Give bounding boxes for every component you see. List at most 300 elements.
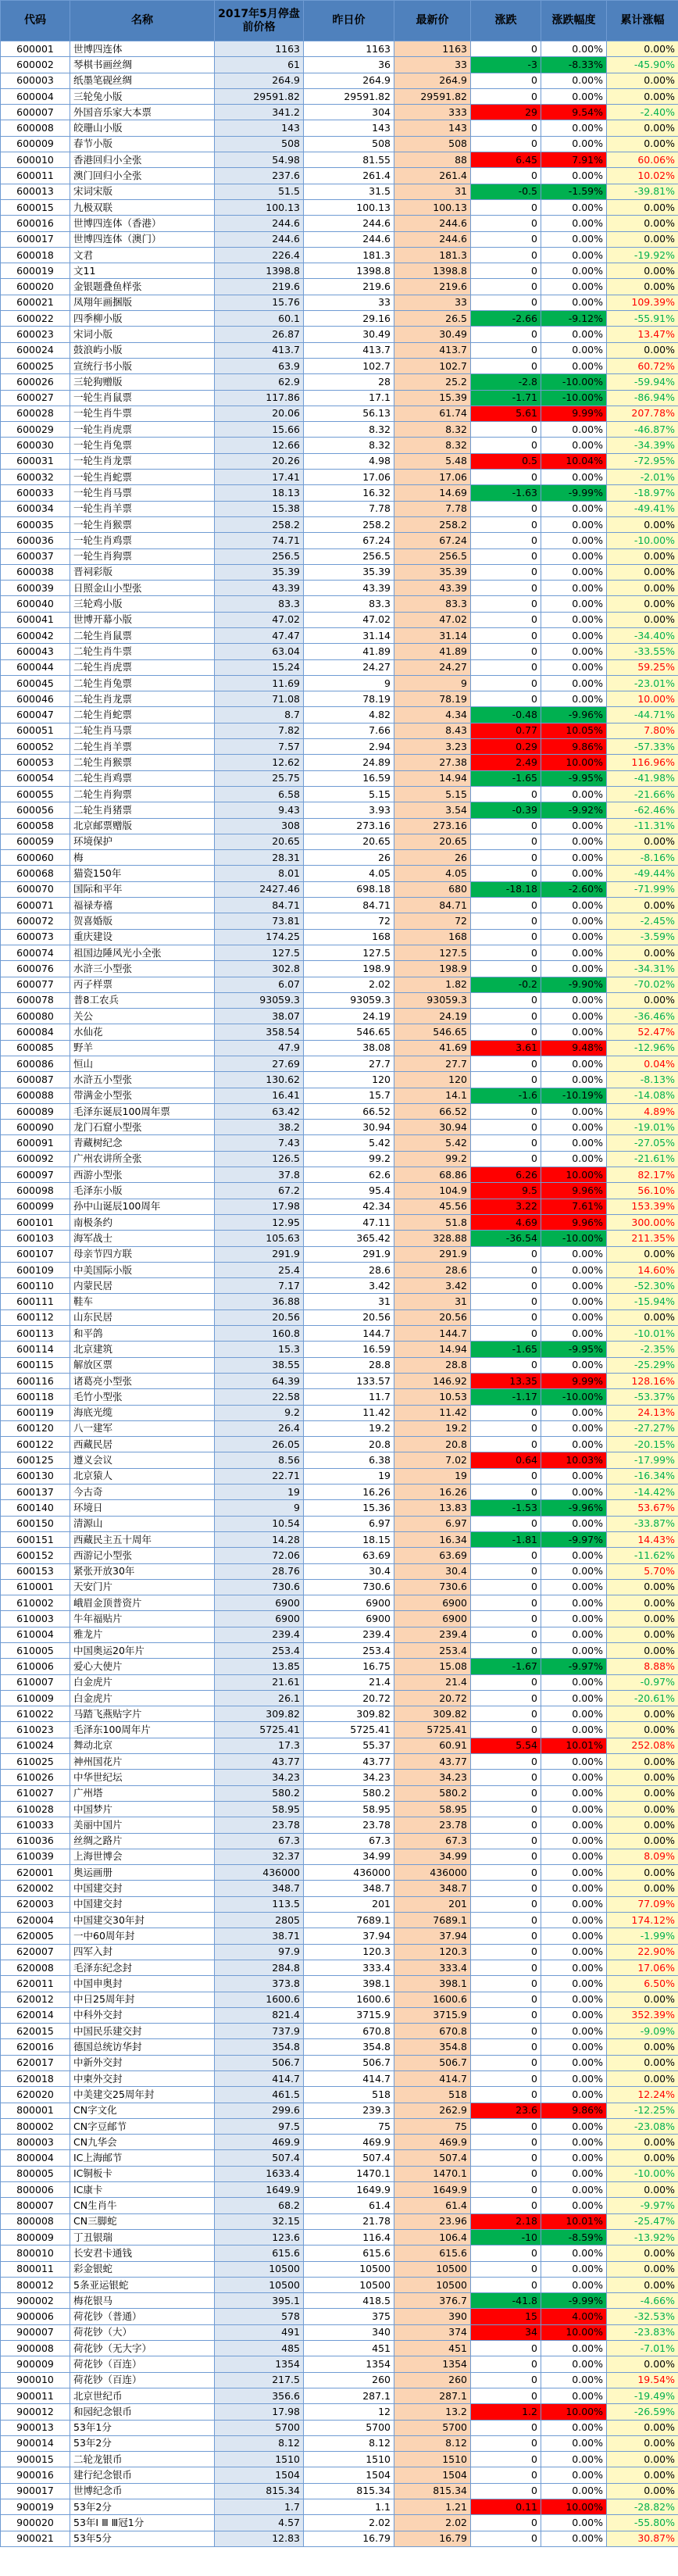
cell-prev: 698.18 xyxy=(304,881,394,897)
cell-pct: 0.00% xyxy=(541,358,607,373)
cell-cum: 0.00% xyxy=(607,581,678,596)
cell-cum: 10.00% xyxy=(607,691,678,707)
cell-name: 宋词小版 xyxy=(70,327,215,342)
cell-cum: -12.96% xyxy=(607,1040,678,1056)
table-row[interactable] xyxy=(1,1009,678,1024)
table-row[interactable] xyxy=(1,1024,678,1040)
table-row[interactable] xyxy=(1,1817,678,1833)
cell-name: 神州国花片 xyxy=(70,1754,215,1770)
table-row[interactable] xyxy=(1,1563,678,1579)
cell-last: 8.32 xyxy=(394,422,471,438)
table-row[interactable] xyxy=(1,1309,678,1325)
header-prev[interactable]: 昨日价 xyxy=(304,1,394,41)
table-row[interactable] xyxy=(1,2024,678,2039)
table-row[interactable] xyxy=(1,216,678,231)
cell-price2017: 143 xyxy=(215,120,304,136)
table-row[interactable] xyxy=(1,390,678,406)
table-row[interactable] xyxy=(1,1548,678,1563)
table-row[interactable] xyxy=(1,1088,678,1103)
table-row[interactable] xyxy=(1,263,678,279)
table-row[interactable] xyxy=(1,73,678,88)
header-price2017[interactable]: 2017年5月停盘前价格 xyxy=(215,1,304,41)
table-row[interactable] xyxy=(1,596,678,612)
table-row[interactable] xyxy=(1,881,678,897)
table-row[interactable] xyxy=(1,1659,678,1674)
table-row[interactable] xyxy=(1,2071,678,2087)
table-row[interactable] xyxy=(1,105,678,120)
cell-code: 900020 xyxy=(1,2515,70,2531)
cell-cum: 0.00% xyxy=(607,199,678,215)
table-row[interactable] xyxy=(1,2103,678,2118)
table-row[interactable] xyxy=(1,1770,678,1785)
cell-prev: 546.65 xyxy=(304,1024,394,1040)
table-row[interactable] xyxy=(1,1214,678,1230)
cell-chg: 0 xyxy=(471,2246,541,2261)
cell-prev: 133.57 xyxy=(304,1373,394,1388)
cell-chg: 0 xyxy=(471,1579,541,1595)
cell-code: 600118 xyxy=(1,1389,70,1405)
table-row[interactable] xyxy=(1,231,678,247)
header-code[interactable]: 代码 xyxy=(1,1,70,41)
table-row[interactable] xyxy=(1,2531,678,2546)
cell-chg: -0.48 xyxy=(471,707,541,723)
table-row[interactable] xyxy=(1,1896,678,1912)
table-row[interactable] xyxy=(1,1373,678,1388)
table-row[interactable] xyxy=(1,1833,678,1849)
cell-prev: 10500 xyxy=(304,2277,394,2292)
table-row[interactable] xyxy=(1,612,678,627)
table-row[interactable] xyxy=(1,168,678,184)
table-row[interactable] xyxy=(1,644,678,659)
table-row[interactable] xyxy=(1,327,678,342)
table-row[interactable] xyxy=(1,659,678,675)
cell-last: 41.69 xyxy=(394,1040,471,1056)
cell-code: 600152 xyxy=(1,1548,70,1563)
cell-last: 10500 xyxy=(394,2277,471,2292)
header-pct[interactable]: 涨跌幅度 xyxy=(541,1,607,41)
table-row[interactable] xyxy=(1,2087,678,2103)
table-row[interactable] xyxy=(1,1706,678,1722)
table-row[interactable] xyxy=(1,2499,678,2515)
table-row[interactable] xyxy=(1,850,678,866)
cell-last: 506.7 xyxy=(394,2055,471,2070)
table-row[interactable] xyxy=(1,627,678,643)
cell-code: 800002 xyxy=(1,2118,70,2134)
cell-code: 900007 xyxy=(1,2324,70,2340)
cell-pct: 0.00% xyxy=(541,1357,607,1373)
table-row[interactable] xyxy=(1,1246,678,1262)
cell-prev: 10500 xyxy=(304,2261,394,2277)
table-row[interactable] xyxy=(1,470,678,485)
cell-cum: 0.00% xyxy=(607,612,678,627)
cell-name: 九极双联 xyxy=(70,199,215,215)
table-row[interactable] xyxy=(1,1944,678,1960)
cell-pct: -9.95% xyxy=(541,770,607,786)
table-row[interactable] xyxy=(1,374,678,390)
cell-prev: 506.7 xyxy=(304,2055,394,2070)
table-row[interactable] xyxy=(1,1278,678,1294)
cell-last: 413.7 xyxy=(394,342,471,358)
table-row[interactable] xyxy=(1,1040,678,1056)
table-row[interactable] xyxy=(1,2039,678,2055)
table-row[interactable] xyxy=(1,1642,678,1658)
table-row[interactable] xyxy=(1,422,678,438)
table-row[interactable] xyxy=(1,1579,678,1595)
cell-prev: 7.78 xyxy=(304,501,394,516)
table-row[interactable] xyxy=(1,818,678,834)
cell-cum: -3.59% xyxy=(607,929,678,945)
cell-chg: 0 xyxy=(471,1881,541,1896)
table-row[interactable] xyxy=(1,1468,678,1484)
table-row[interactable] xyxy=(1,41,678,57)
table-row[interactable] xyxy=(1,1485,678,1500)
table-row[interactable] xyxy=(1,1611,678,1627)
table-row[interactable] xyxy=(1,120,678,136)
table-row[interactable] xyxy=(1,1405,678,1420)
cell-last: 6.97 xyxy=(394,1516,471,1531)
table-row[interactable] xyxy=(1,2118,678,2134)
cell-pct: 0.00% xyxy=(541,2071,607,2087)
table-row[interactable] xyxy=(1,723,678,738)
table-row[interactable] xyxy=(1,516,678,532)
table-row[interactable] xyxy=(1,691,678,707)
cell-name: 猫瓷150年 xyxy=(70,866,215,881)
table-row[interactable] xyxy=(1,929,678,945)
cell-name: IC上海邮节 xyxy=(70,2150,215,2166)
table-row[interactable] xyxy=(1,2055,678,2070)
cell-name: 世博四连体（香港） xyxy=(70,216,215,231)
table-row[interactable] xyxy=(1,2483,678,2499)
cell-pct: 0.00% xyxy=(541,929,607,945)
cell-pct: 0.00% xyxy=(541,2531,607,2546)
cell-chg: 0 xyxy=(471,199,541,215)
cell-cum: -41.98% xyxy=(607,770,678,786)
cell-cum: -21.66% xyxy=(607,786,678,802)
table-row[interactable] xyxy=(1,707,678,723)
cell-code: 610001 xyxy=(1,1579,70,1595)
table-row[interactable] xyxy=(1,1437,678,1452)
table-row[interactable] xyxy=(1,1531,678,1547)
table-row[interactable] xyxy=(1,1992,678,2007)
table-row[interactable] xyxy=(1,1056,678,1072)
table-row[interactable] xyxy=(1,564,678,580)
table-row[interactable] xyxy=(1,485,678,501)
cell-cum: 0.00% xyxy=(607,2483,678,2499)
table-row[interactable] xyxy=(1,1357,678,1373)
table-row[interactable] xyxy=(1,1342,678,1357)
table-row[interactable] xyxy=(1,1785,678,1801)
table-row[interactable] xyxy=(1,2150,678,2166)
cell-prev: 24.27 xyxy=(304,659,394,675)
cell-prev: 23.78 xyxy=(304,1817,394,1833)
cell-cum: -11.31% xyxy=(607,818,678,834)
table-row[interactable] xyxy=(1,581,678,596)
cell-prev: 72 xyxy=(304,913,394,929)
table-row[interactable] xyxy=(1,2261,678,2277)
cell-chg: 2.18 xyxy=(471,2213,541,2229)
cell-price2017: 61 xyxy=(215,57,304,73)
cell-prev: 43.39 xyxy=(304,581,394,596)
cell-price2017: 105.63 xyxy=(215,1231,304,1246)
table-row[interactable] xyxy=(1,913,678,929)
cell-price2017: 7.82 xyxy=(215,723,304,738)
table-row[interactable] xyxy=(1,1801,678,1817)
table-row[interactable] xyxy=(1,2356,678,2372)
table-row[interactable] xyxy=(1,1595,678,1611)
table-row[interactable] xyxy=(1,1865,678,1881)
table-row[interactable] xyxy=(1,739,678,755)
cell-price2017: 253.4 xyxy=(215,1642,304,1658)
cell-last: 508 xyxy=(394,136,471,152)
table-row[interactable] xyxy=(1,1167,678,1183)
table-row[interactable] xyxy=(1,2372,678,2388)
table-row[interactable] xyxy=(1,199,678,215)
cell-last: 99.2 xyxy=(394,1151,471,1167)
cell-prev: 304 xyxy=(304,105,394,120)
cell-pct: -8.33% xyxy=(541,57,607,73)
table-row[interactable] xyxy=(1,2166,678,2181)
cell-cum: 52.47% xyxy=(607,1024,678,1040)
table-row[interactable] xyxy=(1,1674,678,1690)
cell-last: 260 xyxy=(394,2372,471,2388)
cell-last: 414.7 xyxy=(394,2071,471,2087)
table-row[interactable] xyxy=(1,279,678,295)
table-row[interactable] xyxy=(1,1722,678,1738)
cell-price2017: 17.41 xyxy=(215,470,304,485)
cell-code: 610007 xyxy=(1,1674,70,1690)
table-row[interactable] xyxy=(1,2229,678,2245)
header-name[interactable]: 名称 xyxy=(70,1,215,41)
table-row[interactable] xyxy=(1,2135,678,2150)
table-row[interactable] xyxy=(1,2467,678,2483)
table-row[interactable] xyxy=(1,152,678,168)
table-row[interactable] xyxy=(1,2324,678,2340)
table-row[interactable] xyxy=(1,2341,678,2356)
cell-last: 580.2 xyxy=(394,1785,471,1801)
table-row[interactable] xyxy=(1,1389,678,1405)
cell-code: 620008 xyxy=(1,1960,70,1975)
cell-prev: 244.6 xyxy=(304,231,394,247)
table-row[interactable] xyxy=(1,1913,678,1928)
table-row[interactable] xyxy=(1,1262,678,1277)
cell-name: 世博四连体（澳门） xyxy=(70,231,215,247)
cell-name: 春节小版 xyxy=(70,136,215,152)
cell-name: 毛泽东100周年片 xyxy=(70,1722,215,1738)
table-row[interactable] xyxy=(1,1976,678,1992)
table-row[interactable] xyxy=(1,1183,678,1199)
cell-name: 三轮兔小版 xyxy=(70,88,215,104)
table-row[interactable] xyxy=(1,406,678,421)
cell-price2017: 74.71 xyxy=(215,533,304,548)
cell-last: 75 xyxy=(394,2118,471,2134)
table-row[interactable] xyxy=(1,2515,678,2531)
cell-pct: 0.00% xyxy=(541,581,607,596)
table-row[interactable] xyxy=(1,1135,678,1151)
cell-cum: -17.99% xyxy=(607,1452,678,1468)
cell-code: 900012 xyxy=(1,2404,70,2420)
cell-chg: 0 xyxy=(471,2039,541,2055)
cell-chg: 0 xyxy=(471,2261,541,2277)
cell-price2017: 17.98 xyxy=(215,1199,304,1214)
cell-price2017: 38.07 xyxy=(215,1009,304,1024)
table-row[interactable] xyxy=(1,1452,678,1468)
cell-pct: 0.00% xyxy=(541,2277,607,2292)
cell-pct: 0.00% xyxy=(541,1611,607,1627)
cell-last: 17.06 xyxy=(394,470,471,485)
table-row[interactable] xyxy=(1,295,678,310)
cell-chg: 0 xyxy=(471,1309,541,1325)
table-row[interactable] xyxy=(1,2198,678,2213)
table-row[interactable] xyxy=(1,2388,678,2403)
table-row[interactable] xyxy=(1,1960,678,1975)
cell-chg: 13.35 xyxy=(471,1373,541,1388)
cell-name: 金银题叠鱼样张 xyxy=(70,279,215,295)
table-row[interactable] xyxy=(1,2435,678,2451)
cell-name: 毛泽东诞辰100周年票 xyxy=(70,1103,215,1119)
table-row[interactable] xyxy=(1,2213,678,2229)
table-row[interactable] xyxy=(1,2182,678,2198)
cell-cum: 0.00% xyxy=(607,2135,678,2150)
table-row[interactable] xyxy=(1,2309,678,2324)
table-row[interactable] xyxy=(1,1516,678,1531)
cell-cum: 0.00% xyxy=(607,596,678,612)
cell-prev: 8.32 xyxy=(304,422,394,438)
cell-pct: 0.00% xyxy=(541,88,607,104)
table-row[interactable] xyxy=(1,977,678,992)
cell-chg: 0.29 xyxy=(471,739,541,755)
table-row[interactable] xyxy=(1,961,678,977)
header-cum[interactable]: 累计涨幅 xyxy=(607,1,678,41)
table-row[interactable] xyxy=(1,548,678,564)
table-row[interactable] xyxy=(1,438,678,453)
cell-chg: 0 xyxy=(471,1611,541,1627)
table-row[interactable] xyxy=(1,1326,678,1342)
cell-price2017: 1600.6 xyxy=(215,1992,304,2007)
table-row[interactable] xyxy=(1,802,678,818)
table-row[interactable] xyxy=(1,88,678,104)
cell-cum: -28.82% xyxy=(607,2499,678,2515)
header-last[interactable]: 最新价 xyxy=(394,1,471,41)
cell-price2017: 26.05 xyxy=(215,1437,304,1452)
cell-cum: 0.00% xyxy=(607,88,678,104)
cell-cum: -1.99% xyxy=(607,1928,678,1944)
cell-price2017: 217.5 xyxy=(215,2372,304,2388)
cell-prev: 365.42 xyxy=(304,1231,394,1246)
table-row[interactable] xyxy=(1,2007,678,2023)
cell-code: 600045 xyxy=(1,675,70,691)
table-row[interactable] xyxy=(1,1849,678,1864)
cell-code: 620012 xyxy=(1,1992,70,2007)
cell-name: CN三脚蛇 xyxy=(70,2213,215,2229)
table-row[interactable] xyxy=(1,1151,678,1167)
table-row[interactable] xyxy=(1,1754,678,1770)
cell-price2017: 1354 xyxy=(215,2356,304,2372)
cell-chg: 0 xyxy=(471,1420,541,1436)
cell-price2017: 67.2 xyxy=(215,1183,304,1199)
cell-name: 二轮生肖猪票 xyxy=(70,802,215,818)
table-row[interactable] xyxy=(1,1420,678,1436)
cell-price2017: 348.7 xyxy=(215,1881,304,1896)
table-row[interactable] xyxy=(1,1500,678,1516)
cell-code: 600098 xyxy=(1,1183,70,1199)
table-row[interactable] xyxy=(1,533,678,548)
table-row[interactable] xyxy=(1,57,678,73)
table-row[interactable] xyxy=(1,358,678,373)
table-row[interactable] xyxy=(1,834,678,849)
table-row[interactable] xyxy=(1,2452,678,2467)
cell-price2017: 8.01 xyxy=(215,866,304,881)
table-row[interactable] xyxy=(1,136,678,152)
table-row[interactable] xyxy=(1,184,678,199)
table-row[interactable] xyxy=(1,770,678,786)
table-row[interactable] xyxy=(1,501,678,516)
table-row[interactable] xyxy=(1,866,678,881)
cell-price2017: 8.7 xyxy=(215,707,304,723)
table-row[interactable] xyxy=(1,453,678,469)
table-row[interactable] xyxy=(1,1231,678,1246)
table-row[interactable] xyxy=(1,1294,678,1309)
cell-cum: 0.04% xyxy=(607,1056,678,1072)
cell-price2017: 23.78 xyxy=(215,1817,304,1833)
table-row[interactable] xyxy=(1,992,678,1008)
cell-price2017: 237.6 xyxy=(215,168,304,184)
table-row[interactable] xyxy=(1,1738,678,1753)
table-row[interactable] xyxy=(1,786,678,802)
cell-pct: 0.00% xyxy=(541,1151,607,1167)
cell-price2017: 17.3 xyxy=(215,1738,304,1753)
table-row[interactable] xyxy=(1,1103,678,1119)
cell-price2017: 5700 xyxy=(215,2420,304,2435)
cell-chg: 0 xyxy=(471,898,541,913)
cell-chg: 5.54 xyxy=(471,1738,541,1753)
cell-chg: 0 xyxy=(471,1103,541,1119)
cell-last: 5.48 xyxy=(394,453,471,469)
cell-pct: 0.00% xyxy=(541,1437,607,1452)
cell-chg: 0 xyxy=(471,1516,541,1531)
table-row[interactable] xyxy=(1,1627,678,1642)
table-row[interactable] xyxy=(1,2420,678,2435)
cell-prev: 83.3 xyxy=(304,596,394,612)
cell-price2017: 7.43 xyxy=(215,1135,304,1151)
table-row[interactable] xyxy=(1,2404,678,2420)
table-row[interactable] xyxy=(1,898,678,913)
table-row[interactable] xyxy=(1,1199,678,1214)
table-row[interactable] xyxy=(1,2246,678,2261)
table-row[interactable] xyxy=(1,755,678,770)
cell-chg: 0 xyxy=(471,1722,541,1738)
cell-cum: -20.15% xyxy=(607,1437,678,1452)
table-row[interactable] xyxy=(1,342,678,358)
table-row[interactable] xyxy=(1,1881,678,1896)
cell-code: 600033 xyxy=(1,485,70,501)
table-row[interactable] xyxy=(1,1120,678,1135)
cell-chg: 0 xyxy=(471,564,541,580)
cell-cum: 0.00% xyxy=(607,1992,678,2007)
table-row[interactable] xyxy=(1,945,678,960)
cell-pct: 0.00% xyxy=(541,247,607,263)
header-chg[interactable]: 涨跌 xyxy=(471,1,541,41)
cell-pct: 0.00% xyxy=(541,1817,607,1833)
table-row[interactable] xyxy=(1,1690,678,1706)
table-row[interactable] xyxy=(1,1928,678,1944)
table-row[interactable] xyxy=(1,311,678,327)
table-row[interactable] xyxy=(1,2277,678,2292)
table-row[interactable] xyxy=(1,2293,678,2309)
table-row[interactable] xyxy=(1,1072,678,1088)
table-row[interactable] xyxy=(1,675,678,691)
table-row[interactable] xyxy=(1,247,678,263)
cell-chg: 6.26 xyxy=(471,1167,541,1183)
